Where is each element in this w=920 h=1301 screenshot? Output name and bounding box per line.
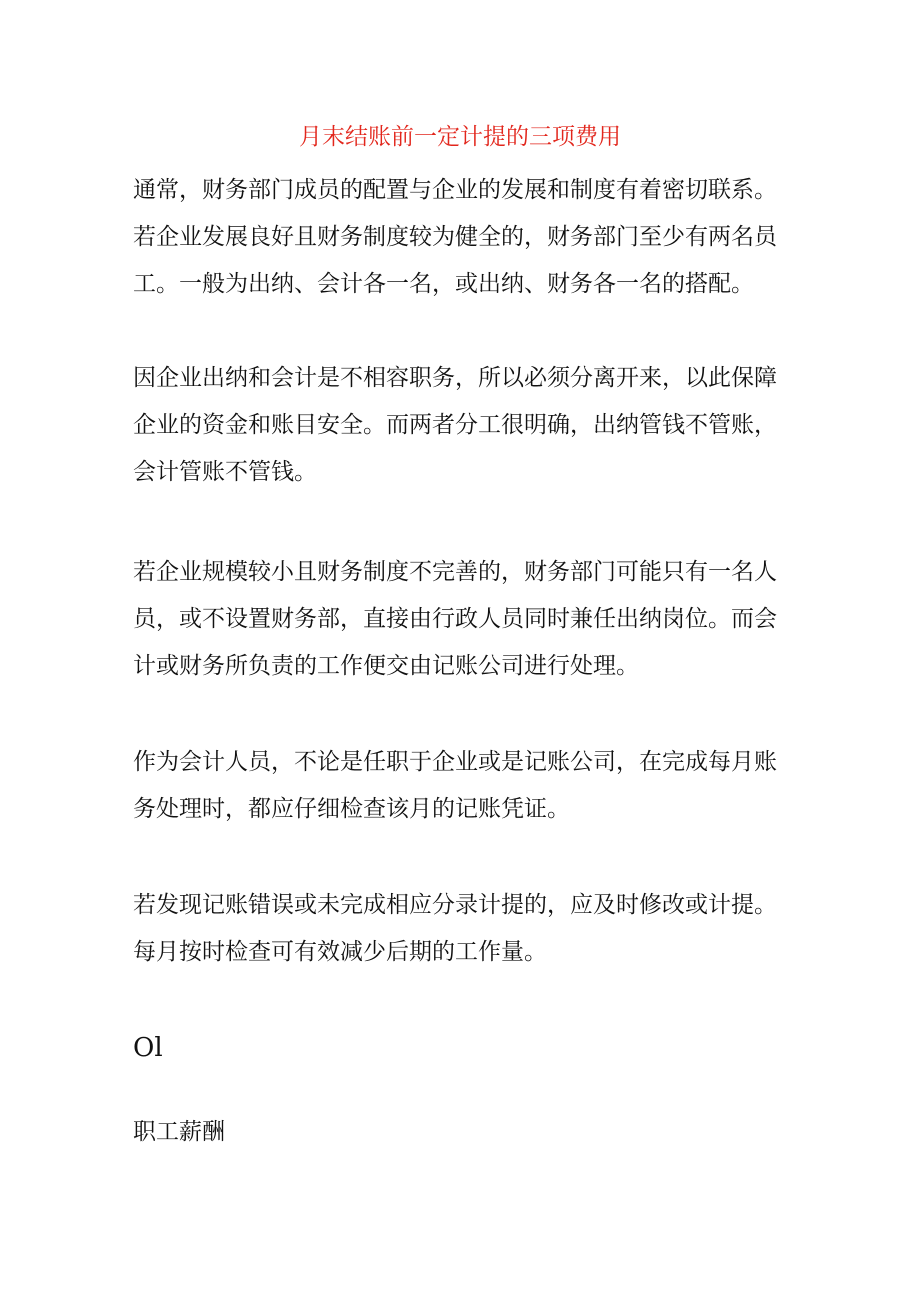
- paragraph-line: 会计管账不管钱。: [133, 459, 317, 485]
- paragraph-line: 若企业发展良好且财务制度较为健全的，财务部门至少有两名员: [133, 224, 777, 250]
- paragraph-line: 通常，财务部门成员的配置与企业的发展和制度有着密切联系。: [133, 177, 777, 203]
- section-heading: 职工薪酬: [133, 1119, 225, 1145]
- paragraph-line: 计或财务所负责的工作便交由记账公司进行处理。: [133, 653, 639, 679]
- paragraph-3: [133, 549, 793, 690]
- section-number: Ol: [133, 1033, 163, 1063]
- paragraph-1: [133, 167, 793, 308]
- paragraph-line: 作为会计人员，不论是任职于企业或是记账公司，在完成每月账: [133, 749, 777, 775]
- paragraph-4: [133, 739, 793, 833]
- paragraph-line: 每月按时检查可有效减少后期的工作量。: [133, 939, 547, 965]
- document-title: 月末结账前一定计提的三项费用: [299, 124, 621, 150]
- paragraph-line: 员，或不设置财务部，直接由行政人员同时兼任出纳岗位。而会: [133, 606, 777, 632]
- paragraph-line: 务处理时，都应仔细检查该月的记账凭证。: [133, 796, 570, 822]
- paragraph-line: 若企业规模较小且财务制度不完善的，财务部门可能只有一名人: [133, 559, 777, 585]
- paragraph-line: 若发现记账错误或未完成相应分录计提的，应及时修改或计提。: [133, 892, 777, 918]
- paragraph-2: [133, 355, 793, 496]
- paragraph-5: [133, 882, 793, 976]
- paragraph-line: 企业的资金和账目安全。而两者分工很明确，出纳管钱不管账，: [133, 412, 777, 438]
- paragraph-line: 工。一般为出纳、会计各一名，或出纳、财务各一名的搭配。: [133, 271, 754, 297]
- paragraph-line: 因企业出纳和会计是不相容职务，所以必须分离开来，以此保障: [133, 365, 777, 391]
